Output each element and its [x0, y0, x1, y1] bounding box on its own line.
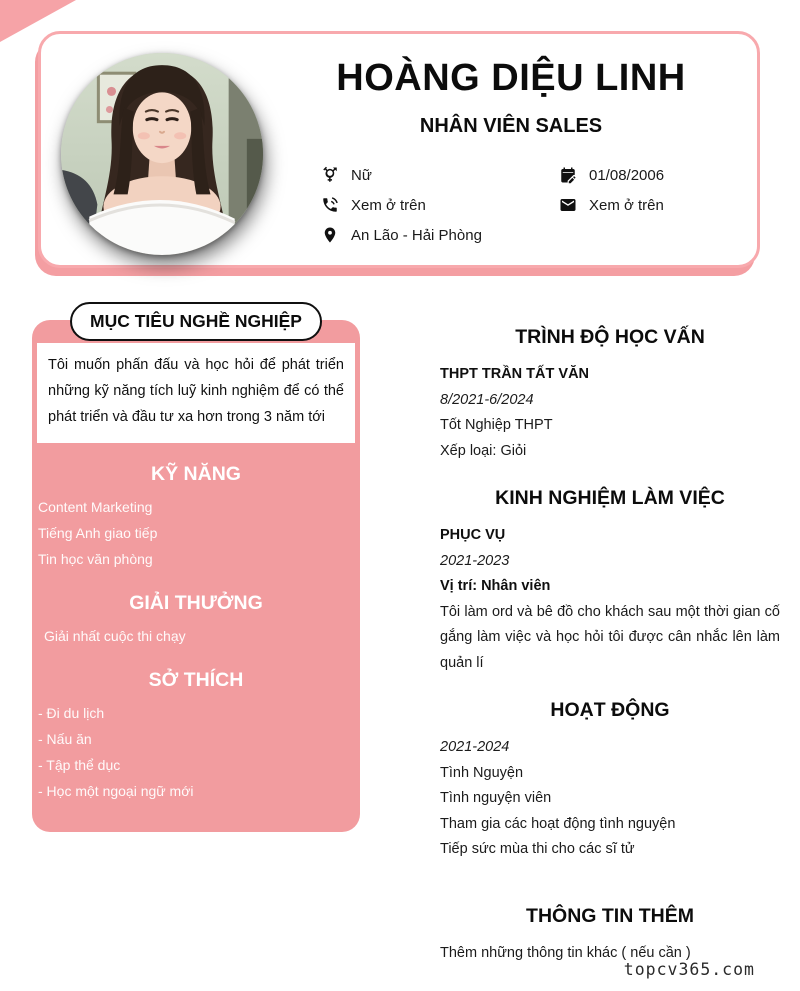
watermark: topcv365.com: [623, 960, 755, 979]
sidebar-panel: [32, 311, 360, 832]
gender-icon: [321, 166, 339, 184]
header-card: [38, 31, 760, 268]
more-info-text: Thêm những thông tin khác ( nếu cần ): [440, 944, 691, 961]
hobbies-list: [32, 700, 360, 804]
activities-period: 2021-2024: [440, 739, 510, 755]
activity-line: Tham gia các hoạt động tình nguyện: [440, 815, 676, 832]
contact-email: [559, 194, 731, 216]
education-period: 8/2021-6/2024: [440, 391, 534, 408]
hobby-item: - Đi du lịch: [38, 705, 105, 721]
skill-item: Tin học văn phòng: [38, 551, 153, 567]
activities-heading: HOẠT ĐỘNG: [550, 699, 670, 721]
main-column: [440, 326, 780, 989]
experience-description: Tôi làm ord và bê đồ cho khách sau một thời gian cố gắng làm việc và học hỏi tôi được cân nhắc lên làm quản lí: [440, 603, 780, 671]
contact-gender: [321, 164, 559, 186]
activity-line: Tiếp sức mùa thi cho các sĩ tử: [440, 841, 635, 857]
hobbies-heading: SỞ THÍCH: [148, 669, 244, 691]
education-school: THPT TRẦN TẤT VĂN: [440, 366, 590, 382]
calendar-icon: [559, 166, 577, 184]
portrait-illustration: [61, 53, 263, 255]
education-degree: Tốt Nghiệp THPT: [440, 417, 553, 433]
education-heading: TRÌNH ĐỘ HỌC VẤN: [515, 326, 705, 348]
experience-period: 2021-2023: [440, 552, 510, 569]
location-pin-icon: [321, 226, 339, 244]
hobby-item: - Học một ngoại ngữ mới: [38, 783, 194, 799]
education-grade: Xếp loại: Giỏi: [440, 442, 527, 459]
contact-dob: [559, 164, 731, 186]
email-value: Xem ở trên: [589, 196, 664, 214]
profile-photo: [61, 53, 263, 255]
experience-section: [440, 487, 780, 676]
job-title: NHÂN VIÊN SALES: [419, 115, 603, 137]
activity-line: Tình Nguyện: [440, 764, 524, 781]
dob-value: 01/08/2006: [589, 166, 665, 184]
objective-text: Tôi muốn phấn đấu và học hỏi để phát triển những kỹ năng tích luỹ kinh nghiệm để có thể phát triển và đầu tư xa hơn trong 3 năm tới: [37, 343, 355, 443]
awards-list: [32, 623, 360, 649]
experience-heading: KINH NGHIỆM LÀM VIỆC: [495, 487, 725, 509]
skills-list: [32, 494, 360, 572]
experience-company: PHỤC VỤ: [440, 527, 506, 543]
more-info-section: [440, 905, 780, 967]
contact-grid: [321, 164, 731, 246]
full-name: HOÀNG DIỆU LINH: [336, 57, 686, 99]
awards-heading: GIẢI THƯỞNG: [129, 592, 263, 614]
skills-heading: KỸ NĂNG: [151, 463, 241, 485]
contact-address: [321, 224, 559, 246]
skill-item: Content Marketing: [38, 499, 153, 515]
award-item: Giải nhất cuộc thi chạy: [44, 628, 186, 644]
skill-item: Tiếng Anh giao tiếp: [38, 525, 158, 541]
address-value: An Lão - Hải Phòng: [351, 226, 482, 244]
gender-value: Nữ: [351, 166, 372, 184]
phone-icon: [321, 196, 339, 214]
experience-position: Vị trí: Nhân viên: [440, 578, 551, 594]
hobby-item: - Nấu ăn: [38, 731, 92, 747]
education-section: [440, 326, 780, 464]
phone-value: Xem ở trên: [351, 196, 426, 214]
activities-section: [440, 699, 780, 863]
contact-phone: [321, 194, 559, 216]
objective-title-pill: MỤC TIÊU NGHỀ NGHIỆP: [70, 302, 322, 341]
hobby-item: - Tập thể dục: [38, 757, 121, 773]
more-info-heading: THÔNG TIN THÊM: [526, 904, 694, 927]
header-info: [291, 56, 731, 246]
mail-icon: [559, 196, 577, 214]
activity-line: Tình nguyện viên: [440, 790, 552, 806]
